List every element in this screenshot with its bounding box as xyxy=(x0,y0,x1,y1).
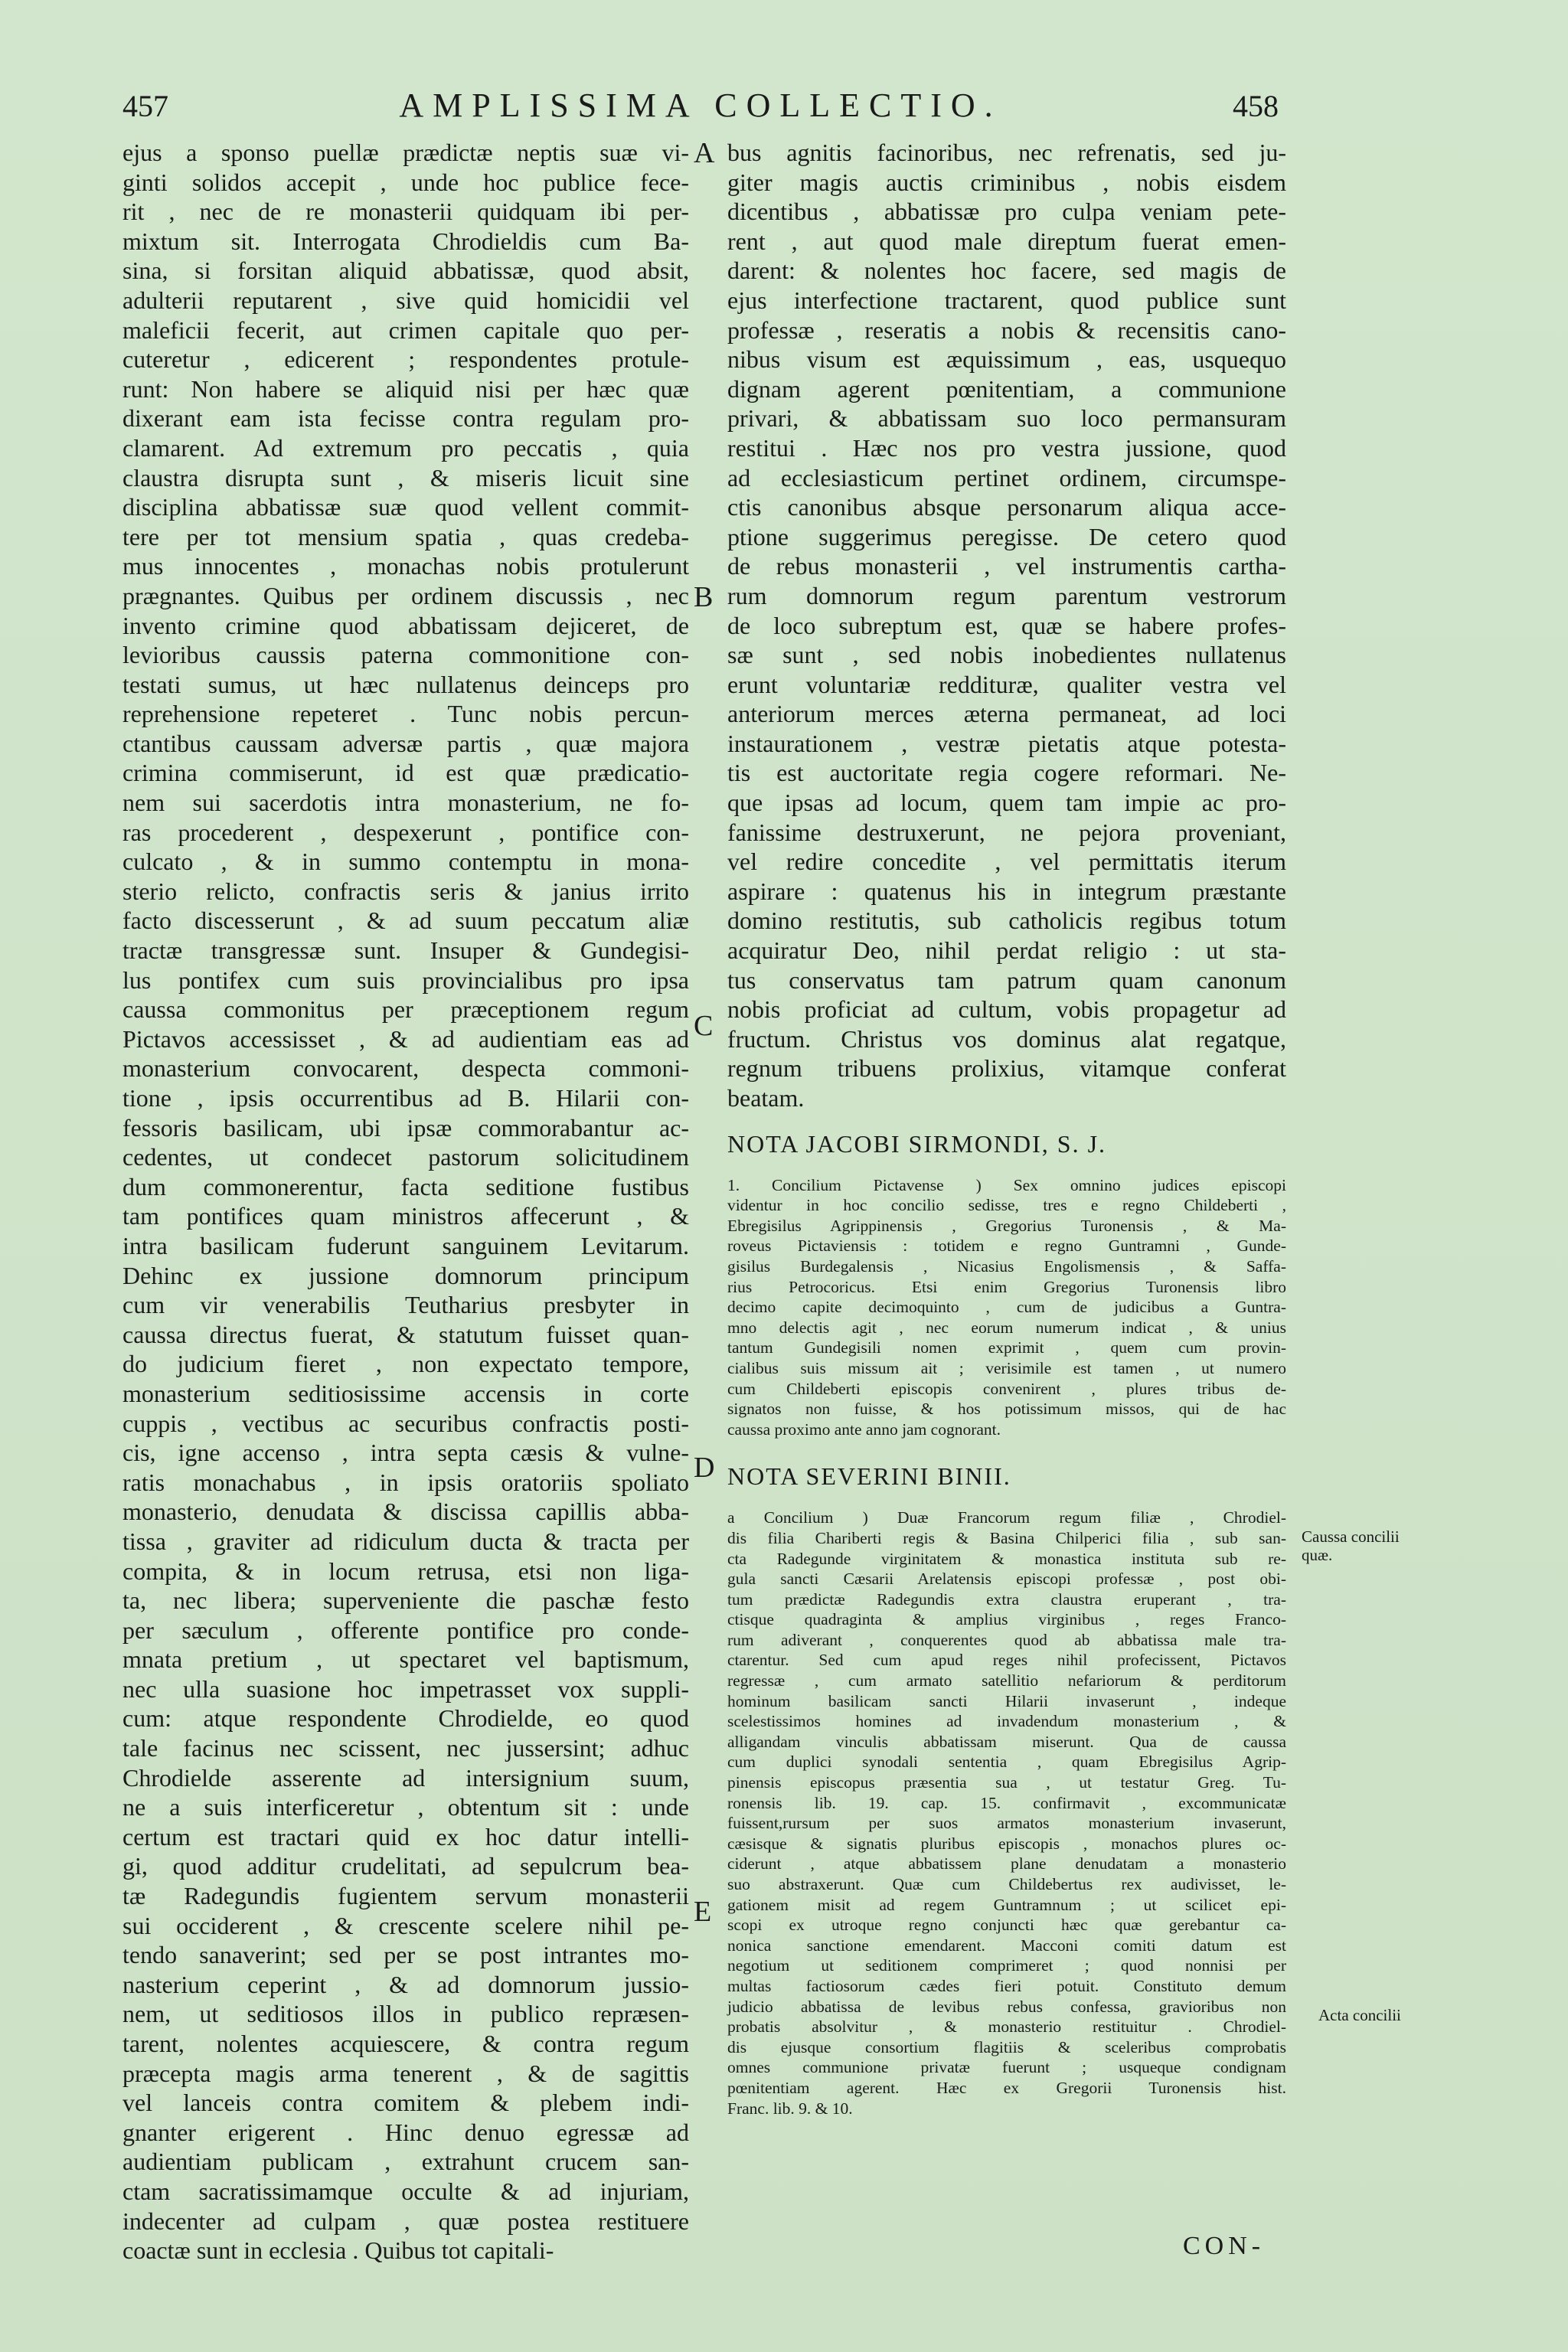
right-column-line: que ipsas ad locum, quem tam impie ac pro- xyxy=(727,789,1286,817)
note-sirmondi-line: Ebregisilus Agrippinensis , Gregorius Turonensis , & Ma- xyxy=(727,1216,1286,1235)
right-column-line: ctis canonibus absque personarum aliqua acce- xyxy=(727,493,1286,521)
note-binii-line: rum adiverant , conquerentes quod ab abbatissa male tra- xyxy=(727,1630,1286,1649)
left-column-line: caussa directus fuerat, & statutum fuisset quan- xyxy=(122,1320,689,1348)
note-sirmondi-line: mno delectis agit , nec eorum numerum indicat , & unius xyxy=(727,1318,1286,1337)
right-column-line: domino restitutis, sub catholicis regibus totum xyxy=(727,906,1286,935)
left-column-line: ginti solidos accepit , unde hoc publice fece- xyxy=(122,168,689,196)
left-column-line: præcepta magis arma tenerent , & de sagittis xyxy=(122,2059,689,2087)
left-column-line: ctam sacratissimamque occulte & ad injuriam, xyxy=(122,2177,689,2205)
left-column-line: tractæ transgressæ sunt. Insuper & Gundegisi- xyxy=(122,936,689,965)
note-binii-line: pœnitentiam agerent. Hæc ex Gregorii Turonensis hist. xyxy=(727,2078,1286,2097)
left-column-line: Pictavos accessisset , & ad audientiam eas ad xyxy=(122,1024,689,1053)
left-column-line: levioribus caussis paterna commonitione con- xyxy=(122,641,689,669)
left-column-line: ne a suis interficeretur , obtentum sit : unde xyxy=(122,1793,689,1821)
right-column-line: rum domnorum regum parentum vestrorum xyxy=(727,581,1286,609)
right-column-line: bus agnitis facinoribus, nec refrenatis, sed ju- xyxy=(727,139,1286,166)
note-sirmondi-line: decimo capite decimoquinto , cum de judicibus a Guntra- xyxy=(727,1298,1286,1317)
note-binii-line: cæsisque & signatis pluribus episcopis , monachos plures oc- xyxy=(727,1834,1286,1853)
left-column-line: sina, si forsitan aliquid abbatissæ, quod absit, xyxy=(122,256,689,285)
left-column-line: runt: Non habere se aliquid nisi per hæc quæ xyxy=(122,374,689,403)
right-column-line: aspirare : quatenus his in integrum præstante xyxy=(727,877,1286,905)
note-sirmondi-line: cialibus suis missum ait ; verisimile est tamen , ut numero xyxy=(727,1358,1286,1377)
left-column-line: nem, ut seditiosos illos in publico repræsen- xyxy=(122,2000,689,2028)
left-column-line: dixerant eam ista fecisse contra regulam pro- xyxy=(122,404,689,433)
note-heading-sirmondi: NOTA JACOBI SIRMONDI, S. J. xyxy=(727,1129,1107,1158)
right-column-line: dicentibus , abbatissæ pro culpa veniam pete- xyxy=(727,198,1286,226)
left-column-line: tæ Radegundis fugientem servum monasterii xyxy=(122,1882,689,1910)
right-column-line: ptione suggerimus peregisse. De cetero quod xyxy=(727,522,1286,550)
left-column-line: monasterium seditiosissime accensis in corte xyxy=(122,1379,689,1407)
left-column-line: maleficii fecerit, aut crimen capitale quo per- xyxy=(122,315,689,344)
left-column-line: cuppis , vectibus ac securibus confractis posti- xyxy=(122,1409,689,1437)
left-column-line: compita, & in locum retrusa, etsi non liga- xyxy=(122,1557,689,1585)
note-sirmondi-line: signatos non fuisse, & hos potissimum missos, qui de hac xyxy=(727,1400,1286,1419)
left-column-line: nem sui sacerdotis intra monasterium, ne fo- xyxy=(122,789,689,817)
left-column-line: Chrodielde asserente ad intersignium suum, xyxy=(122,1763,689,1792)
left-column-line: tarent, nolentes acquiescere, & contra regum xyxy=(122,2030,689,2057)
note-binii-line: judicio abbatissa de levibus rebus confessa, gravioribus non xyxy=(727,1997,1286,2016)
right-column xyxy=(727,138,1286,2118)
left-column-line: sui occiderent , & crescente scelere nihil pe- xyxy=(122,1911,689,1939)
note-binii-line: ciderunt , atque abbatissem plane denudatam a monasterio xyxy=(727,1854,1286,1873)
note-binii-line: pinensis episcopus præsentia sua , ut testatur Greg. Tu- xyxy=(727,1773,1286,1792)
right-column-line: anteriorum merces æterna permaneat, ad loci xyxy=(727,700,1286,728)
left-column-line: ratis monachabus , in ipsis oratoriis spoliato xyxy=(122,1468,689,1496)
note-heading-binii: NOTA SEVERINI BINII. xyxy=(727,1462,1011,1491)
note-binii-line: scopi ex utroque regno conjuncti hæc quæ gerebantur ca- xyxy=(727,1916,1286,1935)
right-column-line: giter magis auctis criminibus , nobis eisdem xyxy=(727,168,1286,196)
note-binii-line: alligandam vinculis abbatissam miserunt. Qua de caussa xyxy=(727,1732,1286,1751)
left-column-line: testati sumus, ut hæc nullatenus deinceps pro xyxy=(122,670,689,698)
left-column-line: tere per tot mensium spatia , quas credeba- xyxy=(122,522,689,550)
note-binii-line: tum prædictæ Radegundis extra claustra eruperant , tra- xyxy=(727,1589,1286,1609)
right-column-line: professæ , reseratis a nobis & recensitis cano- xyxy=(727,315,1286,344)
note-binii-line: hominum basilicam sancti Hilarii invaserunt , indeque xyxy=(727,1691,1286,1710)
note-binii-line: gula sancti Cæsarii Arelatensis episcopi professæ , post obi- xyxy=(727,1570,1286,1589)
note-sirmondi-line: cum Childeberti episcopis convenirent , plures tribus de- xyxy=(727,1379,1286,1398)
section-marker-e: E xyxy=(694,1896,712,1928)
note-sirmondi-line: roveus Pictaviensis : totidem e regno Guntramni , Gunde- xyxy=(727,1236,1286,1256)
right-column-line: tus conservatus tam patrum quam canonum xyxy=(727,965,1286,994)
left-column-line: certum est tractari quid ex hoc datur intelli- xyxy=(122,1822,689,1851)
note-binii-line: Franc. lib. 9. & 10. xyxy=(727,2099,853,2118)
note-sirmondi-line: tantum Gundegisili nomen exprimit , quem cum provin- xyxy=(727,1338,1286,1357)
right-column-line: de rebus monasterii , vel instrumentis cartha- xyxy=(727,552,1286,580)
left-column-line: fessoris basilicam, ubi ipsæ commorabantur ac- xyxy=(122,1113,689,1142)
left-column-line: cis, igne accenso , intra septa cæsis & vulne- xyxy=(122,1439,689,1467)
page-number-left: 457 xyxy=(122,89,168,123)
left-column-line: clamarent. Ad extremum pro peccatis , quia xyxy=(122,433,689,462)
catchword: CON- xyxy=(1183,2232,1266,2260)
left-column-line: ras procederent , despexerunt , pontifice con- xyxy=(122,818,689,846)
note-binii-line: negotium ut seditionem comprimeret ; quod nonnisi per xyxy=(727,1956,1286,1975)
left-column-line: culcato , & in summo contemptu in mona- xyxy=(122,848,689,876)
note-sirmondi-line: gisilus Burdegalensis , Nicasius Engolismensis , & Saffa- xyxy=(727,1256,1286,1276)
right-column-line: sæ sunt , sed nobis inobedientes nullatenus xyxy=(727,641,1286,669)
right-column-line: vel redire concedite , vel permittatis iterum xyxy=(727,848,1286,876)
left-column xyxy=(122,138,689,2265)
left-column-line: lus pontifex cum suis provincialibus pro ipsa xyxy=(122,965,689,994)
left-column-line: coactæ sunt in ecclesia . Quibus tot capitali- xyxy=(122,2236,554,2265)
right-column-line: nibus visum est æquissimum , eas, usquequo xyxy=(727,345,1286,374)
section-marker-a: A xyxy=(694,137,715,169)
note-binii-line: scelestissimos homines ad invadendum monasterium , & xyxy=(727,1712,1286,1731)
left-column-line: Dehinc ex jussione domnorum principum xyxy=(122,1261,689,1289)
note-sirmondi-line: 1. Concilium Pictavense ) Sex omnino judices episcopi xyxy=(727,1175,1286,1194)
left-column-line: mixtum sit. Interrogata Chrodieldis cum Ba- xyxy=(122,227,689,255)
right-column-line: nobis proficiat ad cultum, vobis propagetur ad xyxy=(727,995,1286,1024)
right-column-line: fanissime destruxerunt, ne pejora proveniant, xyxy=(727,818,1286,846)
left-column-line: gi, quod additur crudelitati, ad sepulcrum bea- xyxy=(122,1852,689,1880)
left-column-line: tendo sanaverint; sed per se post intrantes mo- xyxy=(122,1941,689,1969)
left-column-line: mnata pretium , ut spectaret vel baptismum, xyxy=(122,1645,689,1674)
note-binii-line: multas factiosorum cædes fieri potuit. Constituto demum xyxy=(727,1976,1286,1995)
running-title: AMPLISSIMA COLLECTIO. xyxy=(399,87,1002,124)
note-sirmondi-line: rius Petrocoricus. Etsi enim Gregorius Turonensis libro xyxy=(727,1277,1286,1296)
left-column-line: invento crimine quod abbatissam dejiceret, de xyxy=(122,611,689,639)
left-column-line: cuteretur , edicerent ; respondentes protule- xyxy=(122,345,689,374)
left-column-line: monasterium convocarent, despecta commoni- xyxy=(122,1054,689,1083)
note-binii-line: cum duplici synodali sententia , quam Ebregisilus Agrip- xyxy=(727,1753,1286,1772)
left-column-line: sterio relicto, confractis seris & janius irrito xyxy=(122,877,689,905)
left-column-line: tam pontifices quam ministros affecerunt , & xyxy=(122,1202,689,1230)
note-binii-line: fuissent,rursum per suos armatos monasterium invaserunt, xyxy=(727,1814,1286,1833)
left-column-line: disciplina abbatissæ suæ quod vellent commit- xyxy=(122,493,689,521)
note-binii-line: dis filia Chariberti regis & Basina Chilperici filia , sub san- xyxy=(727,1528,1286,1547)
note-binii-line: ronensis lib. 19. cap. 15. confirmavit , excommunicatæ xyxy=(727,1793,1286,1812)
page-number-right: 458 xyxy=(1233,89,1279,123)
left-column-line: tissa , graviter ad ridiculum ducta & tracta per xyxy=(122,1527,689,1555)
margin-note-acta: Acta concilii xyxy=(1318,2006,1401,2024)
right-column-line: dignam agerent pœnitentiam, a communione xyxy=(727,374,1286,403)
left-column-line: gnanter erigerent . Hinc denuo egressæ ad xyxy=(122,2118,689,2146)
left-column-line: dum commonerentur, facta seditione fustibus xyxy=(122,1172,689,1200)
right-column-line: regnum tribuens prolixius, vitamque conferat xyxy=(727,1054,1286,1083)
right-column-line: rent , aut quod male direptum fuerat emen- xyxy=(727,227,1286,255)
note-binii-line: probatis absolvitur , & monasterio restituitur . Chrodiel- xyxy=(727,2017,1286,2037)
right-column-line: instaurationem , vestræ pietatis atque potesta- xyxy=(727,729,1286,757)
note-binii-line: regressæ , cum armato satellitio nefariorum & perditorum xyxy=(727,1671,1286,1690)
left-column-line: audientiam publicam , extrahunt crucem san- xyxy=(122,2148,689,2176)
section-marker-d: D xyxy=(694,1452,715,1484)
left-column-line: adulterii reputarent , sive quid homicidii vel xyxy=(122,286,689,314)
left-column-text xyxy=(122,138,689,2265)
note-binii-line: omnes communione privatæ fuerunt ; usqueque condignam xyxy=(727,2058,1286,2077)
note-text-sirmondi xyxy=(727,1175,1286,1440)
left-column-line: indecenter ad culpam , quæ postea restituere xyxy=(122,2207,689,2235)
note-sirmondi-line: caussa proximo ante anno jam cognorant. xyxy=(727,1419,1001,1439)
note-binii-line: gationem misit ad regem Guntramnum ; ut scilicet epi- xyxy=(727,1895,1286,1914)
note-binii-line: suo abstraxerunt. Quæ cum Childebertus rex audivisset, le- xyxy=(727,1875,1286,1893)
note-binii-line: cta Radegunde virginitatem & monastica instituta sub re- xyxy=(727,1549,1286,1568)
right-column-line: tis est auctoritate regia cogere reformari. Ne- xyxy=(727,759,1286,787)
right-column-line: fructum. Christus vos dominus alat regatque, xyxy=(727,1024,1286,1053)
left-column-line: ctantibus caussam adversæ partis , quæ majora xyxy=(122,729,689,757)
margin-note-caussa: Caussa concilii quæ. xyxy=(1302,1527,1400,1564)
note-binii-line: ctarentur. Sed cum apud reges nihil profecissent, Pictavos xyxy=(727,1651,1286,1670)
left-column-line: reprehensione repeteret . Tunc nobis percun- xyxy=(122,700,689,728)
right-column-line: ad ecclesiasticum pertinet ordinem, circumspe- xyxy=(727,463,1286,492)
right-column-line: restitui . Hæc nos pro vestra jussione, quod xyxy=(727,433,1286,462)
right-column-line: darent: & nolentes hoc facere, sed magis de xyxy=(727,256,1286,285)
left-column-line: claustra disrupta sunt , & miseris licuit sine xyxy=(122,463,689,492)
note-text-binii xyxy=(727,1508,1286,2118)
left-column-line: ta, nec libera; superveniente die paschæ festo xyxy=(122,1586,689,1615)
left-column-line: ejus a sponso puellæ prædictæ neptis suæ vi- xyxy=(122,139,689,166)
note-binii-line: dis ejusque consortium flagitiis & sceleribus comprobatis xyxy=(727,2037,1286,2056)
note-binii-line: ctisque quadraginta & amplius virginibus , reges Franco- xyxy=(727,1610,1286,1629)
right-column-line: erunt voluntariæ reddituræ, qualiter vestra vel xyxy=(727,670,1286,698)
left-column-line: cum vir venerabilis Teutharius presbyter in xyxy=(122,1291,689,1319)
right-column-line: privari, & abbatissam suo loco permansuram xyxy=(727,404,1286,433)
left-column-line: cedentes, ut condecet pastorum solicitudinem xyxy=(122,1143,689,1171)
right-column-text xyxy=(727,138,1286,1113)
note-sirmondi-line: videntur in hoc concilio sedisse, tres e regno Childeberti , xyxy=(727,1196,1286,1215)
page-header xyxy=(122,86,1279,132)
left-column-line: crimina commiserunt, id est quæ prædicatio- xyxy=(122,759,689,787)
left-column-line: cum: atque respondente Chrodielde, eo quod xyxy=(122,1704,689,1733)
left-column-line: per sæculum , offerente pontifice pro conde- xyxy=(122,1615,689,1644)
left-column-line: monasterio, denudata & discissa capillis abba- xyxy=(122,1498,689,1526)
left-column-line: facto discesserunt , & ad suum peccatum aliæ xyxy=(122,906,689,935)
left-column-line: prægnantes. Quibus per ordinem discussis , nec xyxy=(122,581,689,609)
left-column-line: caussa commonitus per præceptionem regum xyxy=(122,995,689,1024)
right-column-line: ejus interfectione tractarent, quod publice sunt xyxy=(727,286,1286,314)
left-column-line: mus innocentes , monachas nobis protulerunt xyxy=(122,552,689,580)
left-column-line: do judicium fieret , non expectato tempore, xyxy=(122,1350,689,1378)
left-column-line: nasterium ceperint , & ad domnorum jussio- xyxy=(122,1970,689,1998)
right-column-line: de loco subreptum est, quæ se habere profes- xyxy=(727,611,1286,639)
left-column-line: nec ulla suasione hoc impetrasset vox suppli- xyxy=(122,1674,689,1703)
left-column-line: tale facinus nec scissent, nec jussersint; adhuc xyxy=(122,1734,689,1762)
section-marker-b: B xyxy=(694,581,714,613)
left-column-line: vel lanceis contra comitem & plebem indi- xyxy=(122,2089,689,2117)
right-column-line: beatam. xyxy=(727,1084,805,1112)
note-binii-line: a Concilium ) Duæ Francorum regum filiæ , Chrodiel- xyxy=(727,1508,1286,1527)
left-column-line: rit , nec de re monasterii quidquam ibi per- xyxy=(122,198,689,226)
note-binii-line: nonica sanctione emendarent. Macconi comiti datum est xyxy=(727,1936,1286,1955)
right-column-line: acquiratur Deo, nihil perdat religio : ut sta- xyxy=(727,936,1286,965)
left-column-line: intra basilicam fuderunt sanguinem Levitarum. xyxy=(122,1231,689,1259)
left-column-line: tione , ipsis occurrentibus ad B. Hilarii con- xyxy=(122,1084,689,1112)
section-marker-c: C xyxy=(694,1010,714,1042)
